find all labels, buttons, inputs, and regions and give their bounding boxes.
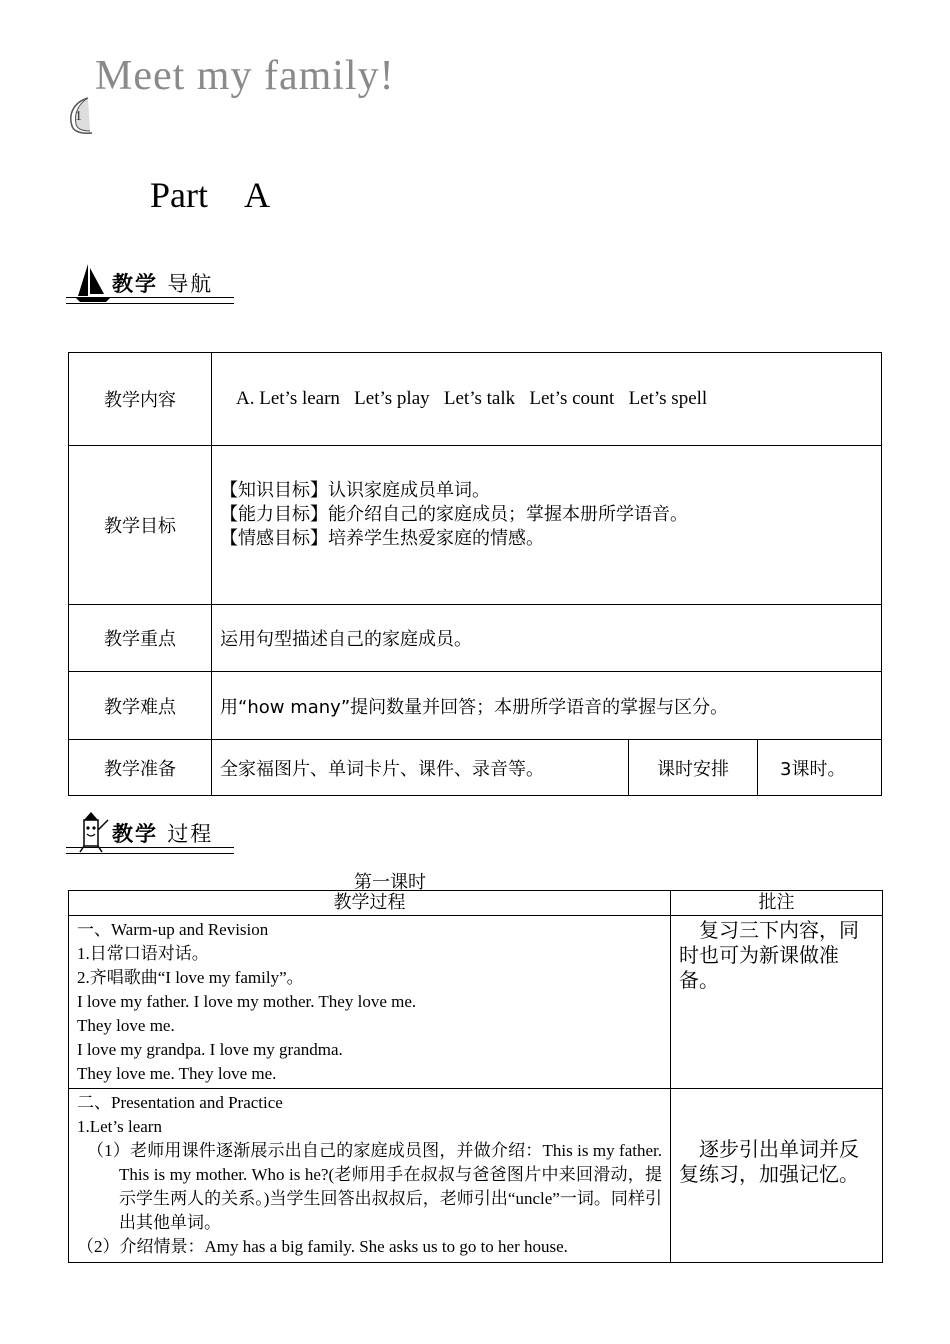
part-letter: A [244,175,270,215]
process-col-header: 教学过程 [69,891,671,916]
nav-banner-thin: 导航 [167,272,214,296]
warmup-note: 复习三下内容，同时也可为新课做准备。 [671,916,883,1089]
presentation-note: 逐步引出单词并反复练习，加强记忆。 [671,1089,883,1263]
process-header-row [69,891,883,916]
goal-ability: 【能力目标】能介绍自己的家庭成员；掌握本册所学语音。 [220,504,688,525]
prep-value: 全家福图片、单词卡片、课件、录音等。 [212,740,629,796]
presentation-heading: 二、Presentation and Practice [77,1093,283,1112]
unit-number-icon [66,96,96,136]
overview-row-goals [69,446,882,605]
key-value: 运用句型描述自己的家庭成员。 [212,605,882,672]
lesson-title: 第一课时 [354,872,426,893]
process-banner-bold: 教学 [112,822,158,846]
content-label: 教学内容 [69,353,212,446]
sailboat-icon [74,262,114,302]
part-heading [150,174,270,216]
warmup-heading: 一、Warm-up and Revision [77,920,269,939]
warmup-line-6: They love me. They love me. [77,1064,277,1083]
prep-label: 教学准备 [69,740,212,796]
warmup-line-2: 2.齐唱歌曲“I love my family”。 [77,968,304,987]
schedule-value: 3课时。 [758,740,882,796]
nav-banner-underline [66,297,234,304]
svg-text:1: 1 [75,109,82,124]
part-word: Part [150,175,208,215]
difficulty-label: 教学难点 [69,672,212,740]
nav-banner-bold: 教学 [112,272,158,296]
process-table [68,890,883,1263]
goals-label: 教学目标 [69,446,212,605]
overview-row-prep [69,740,882,796]
goal-emotion: 【情感目标】培养学生热爱家庭的情感。 [220,528,544,549]
warmup-row [69,916,883,1089]
teaching-process-banner [66,812,234,860]
process-banner-underline [66,847,234,854]
presentation-item-1: （1）老师用课件逐渐展示出自己的家庭成员图，并做介绍：This is my father. This is my mother. Who is he?(老师用手在叔叔与爸爸图片中来回滑动，提示学生两人的关系。)当学生回答出叔叔后，老师引出“uncle”一词。同样引出其他单词。 [87,1141,662,1232]
overview-row-difficulty [69,672,882,740]
warmup-line-3: I love my father. I love my mother. They love me. [77,992,417,1011]
process-banner-thin: 过程 [167,822,214,846]
presentation-row [69,1089,883,1263]
warmup-cell [69,916,671,1089]
overview-row-key [69,605,882,672]
goals-cell [212,446,882,605]
content-value: A. Let’s learn Let’s play Let’s talk Let’s count Let’s spell [212,353,882,446]
warmup-line-1: 1.日常口语对话。 [77,944,209,963]
presentation-cell [69,1089,671,1263]
overview-row-content [69,353,882,446]
note-col-header: 批注 [671,891,883,916]
key-label: 教学重点 [69,605,212,672]
unit-title: Meet my family! [95,53,395,99]
presentation-sub: 1.Let’s learn [77,1117,162,1136]
teaching-nav-banner [66,262,234,310]
goal-knowledge: 【知识目标】认识家庭成员单词。 [220,480,490,501]
difficulty-value: 用“how many”提问数量并回答；本册所学语音的掌握与区分。 [212,672,882,740]
schedule-label: 课时安排 [629,740,758,796]
presentation-item-2: （2）介绍情景：Amy has a big family. She asks us to go to her house. [77,1237,568,1256]
overview-table [68,352,882,796]
warmup-line-5: I love my grandpa. I love my grandma. [77,1040,343,1059]
warmup-line-4: They love me. [77,1016,175,1035]
